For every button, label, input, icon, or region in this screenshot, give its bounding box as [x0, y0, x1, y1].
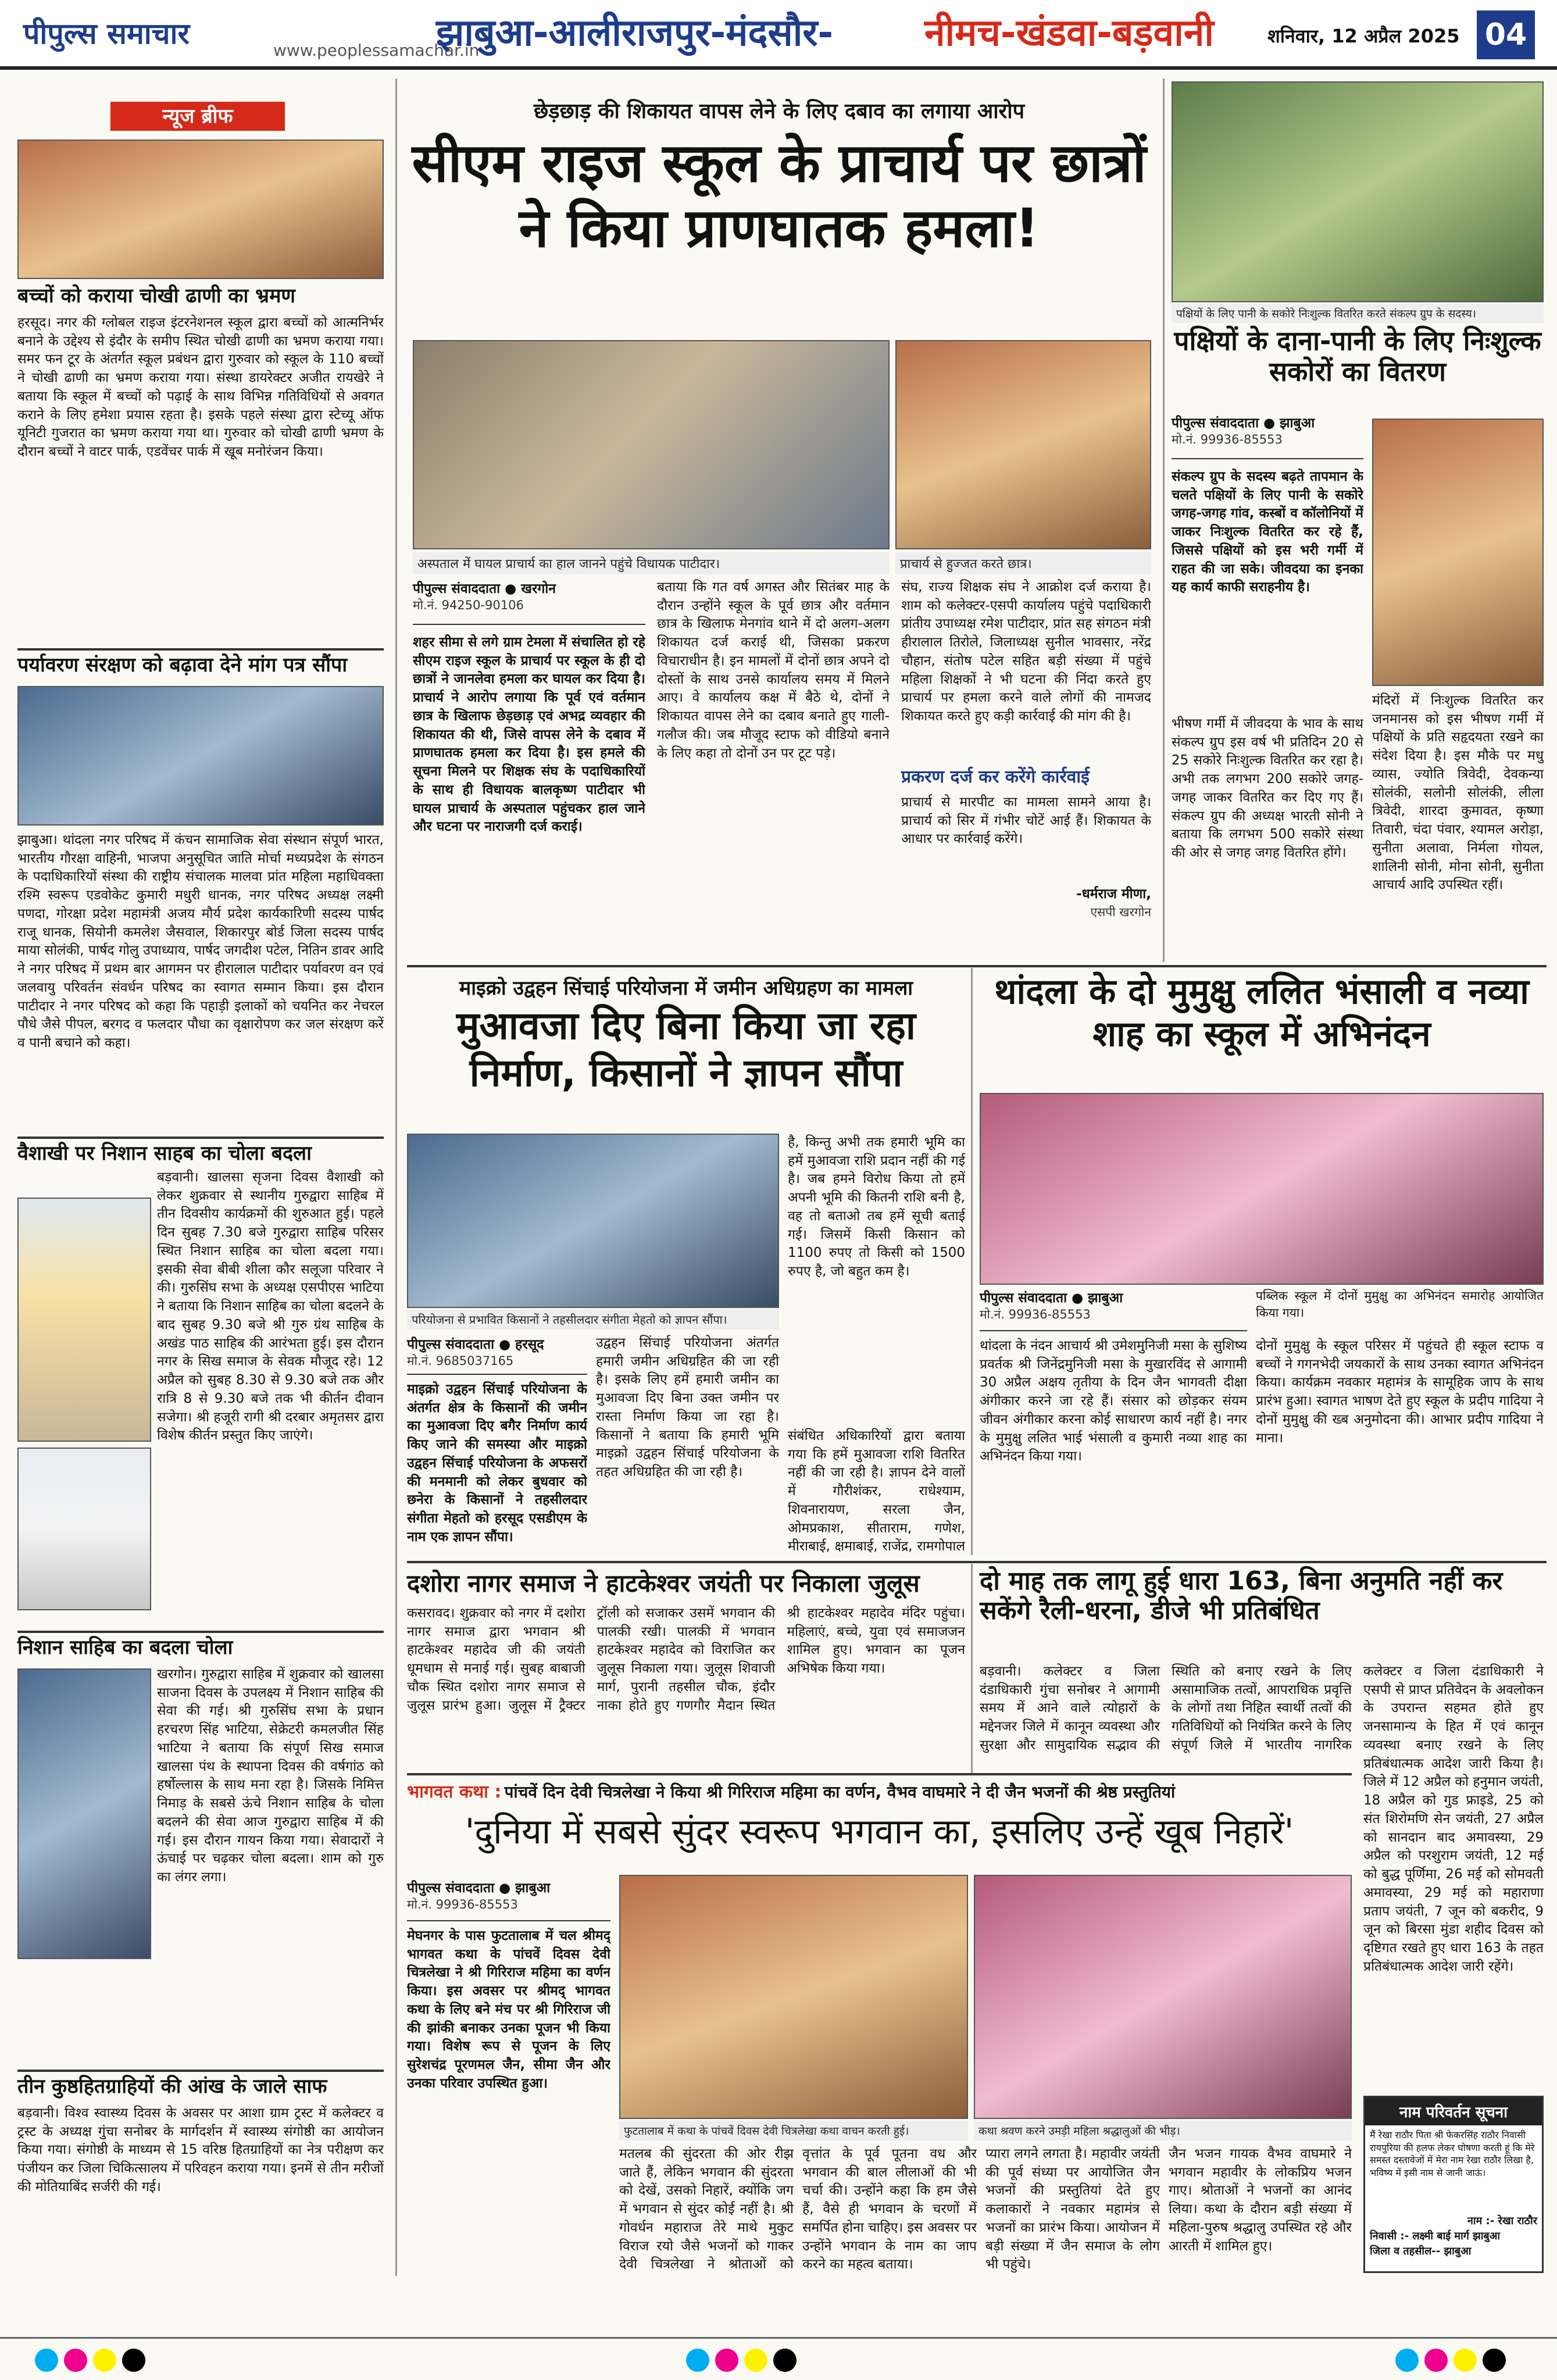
story-body: है, किन्तु अभी तक हमारी भूमि का हमें मुआवजा राशि प्रदान नहीं की गई है। जब हमने विरोध किया तो हमें अपनी भूमि की कितनी राशि बनी है, वह तो बताओ तब हमें सूची बताई गई। जिसमें किसी किसान को 1100 रुपए तो किसी को 1500 रुपए है, जो बहुत कम है।	[788, 1135, 965, 1280]
story-body: मंदिरों में निःशुल्क वितरित कर जनमानस को इस भीषण गर्मी में पक्षियों के प्रति सहृदयता रखने का संदेश दिया है। इस मौके पर मधु व्यास, ज्योति त्रिवेदी, देवकन्या सोलंकी, सलोनी सोलंकी, लीला त्रिवेदी, शारदा कुमावत, कृष्णा तिवारी, चंदा पंवार, श्यामल अरोड़ा, सुनीता अलावा, निर्मला गोयल, शालिनी सोनी, मोना सोनी, सुनीता आचार्य आदि उपस्थित रहीं।	[1372, 693, 1544, 893]
byline: पीपुल्स संवाददाता ● हरसूद	[407, 1337, 544, 1352]
divider	[407, 965, 1547, 967]
felicitation-photo	[980, 1093, 1544, 1285]
katha-speaker-photo	[619, 1875, 968, 2119]
farmers-byline-box	[407, 1334, 587, 1375]
story-headline: पर्यावरण संरक्षण को बढ़ावा देने मांग पत्र सौंपा	[17, 653, 348, 677]
lead-subhead: प्रकरण दर्ज कर करेंगे कार्रवाई	[901, 767, 1090, 787]
story-body: वृत्तांत के पूर्व पूतना वध और भगवान की बाल लीलाओं की भी चर्चा की। उन्होंने कहा कि हम जैसे हैं, वैसे ही भगवान के चरणों में समर्पित होना चाहिए। इस अवसर पर उन्होंने भगवान के नाम का जाप करने का महत्व बताया।	[802, 2146, 977, 2272]
magenta-dot	[1424, 2349, 1448, 2372]
quote-role: एसपी खरगोन	[1090, 905, 1151, 919]
story-body: खरगोन। गुरुद्वारा साहिब में शुक्रवार को खालसा साजना दिवस के उपलक्ष्य में निशान साहिब की सेवा की गई। श्री गुरुसिंघ सभा के प्रधान हरचरण सिंह भाटिया, सेक्रेटरी कमलजीत सिंह भाटिया ने बताया कि संपूर्ण सिख समाज खालसा पंथ के स्थापना दिवस की वर्षगांठ को हर्षोल्लास के साथ मना रहा है। जिसके निमित्त निमाड़ के सबसे ऊंचे निशान साहिब के चोला बदलने की सेवा आज गुरुद्वारा साहिब में की गई। इस दौरान गायन किया गया। सेवादारों ने ऊंचाई पर चढ़कर चोला बदला। शाम को गुरु का लंगर लगा।	[157, 1667, 384, 1885]
notice-district: जिला व तहसील-- झाबुआ	[1370, 2245, 1472, 2257]
quote-author: -धर्मराज मीणा,	[1076, 887, 1151, 902]
reporter-phone: मो.नं. 99936-85553	[407, 1897, 518, 1911]
column-rule	[1163, 78, 1165, 962]
yellow-dot	[744, 2349, 767, 2372]
photo-caption: प्राचार्य से हुज्जत करते छात्र।	[895, 552, 1151, 574]
yellow-dot	[93, 2349, 116, 2372]
katha-kicker-row	[407, 1779, 1352, 1808]
photo-caption: फुटतालाब में कथा के पांचवें दिवस देवी चित्रलेखा कथा वाचन करती हुई।	[619, 2121, 968, 2140]
divider	[17, 1137, 384, 1139]
cyan-dot	[35, 2349, 58, 2372]
masthead	[0, 0, 1557, 70]
monks-headline: थांदला के दो मुमुक्षु ललित भंसाली व नव्या शाह का स्कूल में अभिनंदन	[994, 971, 1529, 1055]
reporter-phone: मो.नं. 99936-85553	[1172, 433, 1283, 446]
footer-rule	[0, 2337, 1557, 2339]
photo-caption: कथा श्रवण करने उमड़ी महिला श्रद्धालुओं की भीड़।	[974, 2121, 1352, 2140]
reporter-phone: मो.नं. 9685037165	[407, 1354, 514, 1368]
farmers-kicker: माइक्रो उद्वहन सिंचाई परियोजना में जमीन अधिग्रहण का मामला	[459, 977, 913, 1000]
story-body: बताया कि गत वर्ष अगस्त और सितंबर माह के दौरान उन्होंने स्कूल के पूर्व छात्र और वर्तमान छात्र के खिलाफ मेनगांव थाने में दो अलग-अलग शिकायत दर्ज कराई थी, जिसका प्रकरण विचाराधीन है। इन मामलों में दोनों छात्र अपने दो दोस्तों के साथ उनसे कार्यालय समय में मिलने आए। वे कार्यालय कक्ष में बैठे थे, दोनों ने शिकायत वापस लेने का दबाव बनाते हुए गाली-गलौज की। जब मौजूद स्टाफ को वीडियो बनाने के लिए कहा तो दोनों उन पर टूट पड़े।	[657, 580, 890, 761]
lead-intro: शहर सीमा से लगे ग्राम टेमला में संचालित हो रहे सीएम राइज स्कूल के प्राचार्य पर स्कूल के ही दो छात्रों ने जानलेवा हमला कर घायल कर दिया है। प्राचार्य ने आरोप लगाया कि पूर्व एवं वर्तमान छात्र के खिलाफ छेड़छाड़ एवं अभद्र व्यवहार की शिकायत की थी, जिसे वापस लेने के दबाव में प्राणघातक हमला कर दिया है। इस हमले की सूचना मिलने पर शिक्षक संघ के पदाधिकारियों के साथ ही विधायक बालकृष्ण पाटीदार भी घायल प्राचार्य के अस्पताल पहुंचकर हाल जाने और घटना पर नाराजगी दर्ज कराई।	[413, 635, 645, 835]
photo-caption: पक्षियों के लिए पानी के सकोरे निःशुल्क वितरित करते संकल्प ग्रुप के सदस्य।	[1172, 303, 1544, 323]
story-body: हरसूद। नगर की ग्लोबल राइज इंटरनेशनल स्कूल द्वारा बच्चों को आत्मनिर्भर बनाने के उद्देश्य से इंदौर के समीप स्थित चोखी ढाणी का भ्रमण कराया गया। समर फन टूर के अंतर्गत स्कूल प्रबंधन द्वारा गुरुवार को स्कूल के 110 बच्चों ने चोखी ढाणी का भ्रमण कराया गया। संस्था डायरेक्टर अजीत रायखेरे ने बताया कि स्कूल में बच्चों को पढ़ाई के साथ विभिन्न गतिविधियों से अवगत कराने के लिए हमेशा प्रयास रहता है। इसके पहले संस्था द्वारा स्टेच्यू ऑफ यूनिटी गुजरात का भ्रमण कराया गया था। गुरुवार को चोखी ढाणी भ्रमण के दौरान बच्चों ने वाटर पार्क, एडवेंचर पार्क में खूब मनोरंजन किया।	[17, 315, 384, 460]
katha-headline: 'दुनिया में सबसे सुंदर स्वरूप भगवान का, इसलिए उन्हें खूब निहारें'	[465, 1811, 1294, 1852]
column-rule	[971, 968, 973, 1555]
story-body: दोनों मुमुक्षु के स्कूल परिसर में पहुंचते ही स्कूल स्टाफ व बच्चों ने गगनभेदी जयकारों के साथ उनका स्वागत अभिनंदन किया। कार्यक्रम नवकार महामंत्र के सामूहिक जाप के साथ प्रारंभ हुआ। स्वागत भाषण देते हुए स्कूल के प्रदीप गादिया ने दोनों मुमुक्षु की ख्ब अनुमोदना की। आभार प्रदीप गादिया ने माना।	[1256, 1338, 1544, 1446]
column-rule	[971, 1564, 973, 1773]
story-body: कसरावद। शुक्रवार को नगर में दशोरा नागर समाज द्वारा भगवान श्री हाटकेश्वर महादेव जी की जयंती धूमधाम से मनाई गई। सुबह बाबाजी चौक स्थित दशोरा नागर समाज से जुलूस प्रारंभ हुआ। जुलूस में ट्रैक्टर ट्रॉली को सजाकर उसमें भगवान की पालकी रखी। पालकी में भगवान हाटकेश्वर महादेव को विराजित कर जुलूस निकाला गया। जुलूस शिवाजी मार्ग, पुरानी तहसील चौक, इंदौर नाका होते हुए गणगौर मैदान स्थित श्री हाटकेश्वर महादेव मंदिर पहुंचा। महिलाएं, बच्चे, युवा एवं समाजजन शामिल हुए। भगवान का पूजन अभिषेक किया गया।	[407, 1606, 965, 1713]
farmers-memorandum-photo	[407, 1134, 779, 1308]
story-intro: माइक्रो उद्वहन सिंचाई परियोजना के अंतर्गत क्षेत्र के किसानों की जमीन का मुआवजा दिए बगैर निर्माण कार्य किए जाने की समस्या और माइक्रो उद्वहन सिंचाई परियोजना के अफसरों की मनमानी को लेकर बुधवार को छनेरा के किसानों ने तहसीलदार संगीता मेहतो को हरसूद एसडीएम के नाम एक ज्ञापन सौंपा।	[407, 1382, 587, 1545]
reporter-phone: मो.नं. 99936-85553	[980, 1307, 1091, 1321]
byline: पीपुल्स संवाददाता ● खरगोन	[413, 581, 556, 596]
story-body: संबंधित अधिकारियों द्वारा बताया गया कि हमें मुआवजा राशि वितरित नहीं की जा रही है। ज्ञापन देने वालों में गौरीशंकर, राधेश्याम, शिवनारायण, सरला जैन, ओमप्रकाश, सीताराम, गणेश, मीराबाई, क्षमाबाई, राजेंद्र, रामगोपाल	[788, 1428, 965, 1554]
cyan-dot	[1395, 2349, 1419, 2372]
magenta-dot	[715, 2349, 738, 2372]
black-dot	[122, 2349, 145, 2372]
story-body: बड़वानी। विश्व स्वास्थ्य दिवस के अवसर पर आशा ग्राम ट्रस्ट में कलेक्टर व ट्रस्ट के अध्यक्ष गुंचा सनोबर के मार्गदर्शन में स्वास्थ्य संगोष्ठी का आयोजन किया गया। संगोष्ठी के माध्यम से 15 वरिष्ठ हितग्राहियों का नेत्र परीक्षण कर पंजीयन कर जिला चिकित्सालय में परिवहन कराया गया। इनमें से तीन मरीजों की मोतियाबिंद सर्जरी की गई।	[17, 2106, 384, 2195]
katha-kicker: पांचवें दिन देवी चित्रलेखा ने किया श्री गिरिराज महिमा का वर्णन, वैभव वाघमारे ने दी जैन भजनों की श्रेष्ठ प्रस्तुतियां	[504, 1782, 1176, 1802]
story-headline: निशान साहिब का बदला चोला	[17, 1636, 233, 1659]
story-headline: तीन कुष्ठहितग्राहियों की आंख के जाले साफ	[17, 2075, 327, 2098]
memorandum-photo	[17, 686, 384, 826]
color-registration-center	[686, 2349, 872, 2372]
black-dot	[773, 2349, 797, 2372]
cyan-dot	[686, 2349, 709, 2372]
lead-headline: सीएम राइज स्कूल के प्राचार्य पर छात्रों ने किया प्राणघातक हमला!	[412, 132, 1147, 260]
black-dot	[1483, 2349, 1506, 2372]
story-body: जैन भजन गायक वैभव वाघमारे ने भगवान महावीर के लोकप्रिय भजन गाए। श्रोताओं ने भजनों का आनंद लिया। कथा के दौरान बड़ी संख्या में महिला-पुरुष श्रद्धालु उपस्थित रहे और आरती में शामिल हुए।	[1169, 2146, 1352, 2254]
divider	[407, 1773, 1352, 1775]
story-headline: पक्षियों के दाना-पानी के लिए निःशुल्क सकोरों का वितरण	[1174, 325, 1541, 387]
photo-caption: अस्पताल में घायल प्राचार्य का हाल जानने पहुंचे विधायक पाटीदार।	[413, 552, 890, 574]
page-number: 04	[1477, 10, 1535, 59]
story-body: बड़वानी। कलेक्टर व जिला दंडाधिकारी गुंचा सनोबर ने आगामी समय में आने वाले त्योहारों के मद्देनजर जिले में कानून व्यवस्था और सुरक्षा और सामुदायिक सद्भाव की स्थिति को बनाए रखने के लिए असामाजिक तत्वों, आपराधिक प्रवृत्ति के लोगों तथा निहित स्वार्थी तत्वों की गतिविधियों को नियंत्रित करने के लिए संपूर्ण जिले में भारतीय नागरिक	[980, 1664, 1352, 1753]
story-body: थांदला के नंदन आचार्य श्री उमेशमुनिजी मसा के सुशिष्य प्रवर्तक श्री जिनेंद्रमुनिजी मसा के मुखारविंद से आगामी 30 अप्रैल अक्षय तृतीया के दिन जैन भागवती दीक्षा अंगीकार करने जा रहे हैं। संसार को छोड़कर संयम जीवन अंगीकार करना कोई साधारण कार्य नहीं है। नगर के मुमुक्षु ललित भाई भंसाली व कुमारी नव्या शाह का अभिनंदन किया गया।	[980, 1338, 1247, 1464]
issue-date: शनिवार, 12 अप्रैल 2025	[1267, 25, 1460, 47]
color-registration-left	[35, 2349, 163, 2372]
story-headline: दो माह तक लागू हुई धारा 163, बिना अनुमति नहीं कर सकेंगे रैली-धरना, डीजे भी प्रतिबंधित	[980, 1566, 1503, 1625]
story-body: उद्वहन सिंचाई परियोजना अंतर्गत हमारी जमीन अधिग्रहित की जा रही है। इसके लिए हमें हमारी जमीन का मुआवजा दिए बिना उक्त जमीन पर रास्ता निर्माण किया जा रहा है। किसानों ने बताया कि हमारी भूमि माइक्रो उद्वहन सिंचाई परियोजना के तहत अधिग्रहित की जा रही है।	[596, 1335, 779, 1480]
notice-heading: नाम परिवर्तन सूचना	[1365, 2097, 1542, 2125]
color-registration-right	[1395, 2349, 1523, 2372]
byline: पीपुल्स संवाददाता ● झाबुआ	[980, 1291, 1123, 1306]
photo-caption: पब्लिक स्कूल में दोनों मुमुक्षु का अभिनंदन समारोह आयोजित किया गया।	[1256, 1289, 1544, 1320]
notice-signatory: नाम :- रेखा राठौर	[1467, 2215, 1537, 2227]
reporter-phone: मो.नं. 94250-90106	[413, 598, 524, 612]
name-change-notice	[1363, 2096, 1544, 2273]
story-body: प्यारा लगने लगता है। महावीर जयंती की पूर्व संध्या पर आयोजित जैन भजनों की प्रस्तुतियां देते हुए कलाकारों ने नवकार महामंत्र से भजनों का प्रारंभ किया। आयोजन में बड़ी संख्या में जैन समाज के लोग भी पहुंचे।	[985, 2146, 1160, 2272]
region-title-red: नीमच-खंडवा-बड़वानी	[924, 12, 1214, 55]
katha-tag: भागवत कथा :	[407, 1782, 502, 1802]
school-trip-photo	[17, 140, 384, 279]
divider	[17, 1631, 384, 1633]
divider	[407, 1561, 1547, 1563]
story-intro: संकल्प ग्रुप के सदस्य बढ़ते तापमान के चलते पक्षियों के लिए पानी के सकोरे जगह-जगह गांव, कस्बों व कॉलोनियों में जाकर निःशुल्क वितरित कर रहे हैं, जिससे पक्षियों को इस भरी गर्मी में राहत की जा सके। जीवदया का इनका यह कार्य काफी सराहनीय है।	[1172, 469, 1363, 595]
photo-caption: परियोजना से प्रभावित किसानों ने तहसीलदार संगीता मेहतो को ज्ञापन सौंपा।	[407, 1309, 779, 1330]
sakora-distribution-photo	[1172, 81, 1544, 302]
story-body: भीषण गर्मी में जीवदया के भाव के साथ संकल्प ग्रुप इस वर्ष भी प्रतिदिन 20 से 25 सकोरे निःशुल्क वितरित कर रहा है। अभी तक लगभग 200 सकोरे जगह-जगह जाकर वितरित कर दिए गए हैं। संकल्प ग्रुप की अध्यक्ष भारती सोनी ने बताया कि लगभग 500 सकोरे संस्था की ओर से जगह जगह वितरित होंगे।	[1172, 716, 1363, 861]
story-body: कलेक्टर व जिला दंडाधिकारी ने एसपी से प्राप्त प्रतिवेदन के अवलोकन के उपरान्त सहमत होते हुए जनसामान्य के हित में एवं कानून व्यवस्था बनाए रखने के लिए प्रतिबंधात्मक आदेश जारी किया है। जिले में 12 अप्रैल को हनुमान जयंती, 18 अप्रैल को गुड फ्राइडे, 25 को संत शिरोमणि सेन जयंती, 27 अप्रैल को सानदान बाद अमावस्या, 29 अप्रैल को परशुराम जयंती, 12 मई को बुद्ध पूर्णिमा, 26 मई को सोमवती अमावस्या, 29 मई को महाराणा प्रताप जयंती, 7 जून को बकरीद, 9 जून को बिरसा मुंडा शहीद दिवस को दृष्टिगत रखते हुए धारा 163 के तहत प्रतिबंधात्मक आदेश जारी रहेंगे।	[1363, 1664, 1544, 1974]
story-body: बड़वानी। खालसा सृजना दिवस वैशाखी को लेकर शुक्रवार से स्थानीय गुरुद्वारा साहिब में तीन दिवसीय कार्यक्रमों की शुरुआत हुई। पहले दिन सुबह 7.30 बजे गुरुद्वारा साहिब परिसर स्थित निशान साहिब का चोला बदला गया। इसकी सेवा बीबी शीला कौर सलूजा परिवार ने की। गुरुसिंघ सभा के अध्यक्ष एसपीएस भाटिया ने बताया कि निशान साहिब का चोला बदलने के बाद सुबह 9.30 बजे श्री गुरु ग्रंथ साहिब के अखंड पाठ साहिब की आरंभता हुई। इस दौरान नगर के सिख समाज के सेवक मौजूद रहे। 12 अप्रैल को सुबह 8.30 से 9.30 बजे तक और रात्रि 8 से 9.30 बजे तक भी कीर्तन दीवान सजेगा। श्री हजूरी रागी श्री दरबार अमृतसर द्वारा विशेष कीर्तन प्रस्तुत किए जाएंगे।	[157, 1170, 384, 1443]
story-intro: मेघनगर के पास फुटतालाब में चल श्रीमद् भागवत कथा के पांचवें दिवस देवी चित्रलेखा ने श्री गिरिराज महिमा का वर्णन किया। इस अवसर पर श्रीमद् भागवत कथा के लिए बने मंच पर श्री गिरिराज जी की झांकी बनाकर उनका पूजन भी किया गया। विशेष रूप से पूजन के लिए सुरेशचंद्र पूरणमल जैन, सीमा जैन और उनका परिवार उपस्थित हुआ।	[407, 1928, 610, 2091]
website-url[interactable]: www.peoplessamachar.in	[273, 41, 480, 60]
bird-photo	[1372, 419, 1544, 686]
katha-audience-photo	[974, 1875, 1352, 2119]
byline: पीपुल्स संवाददाता ● झाबुआ	[1172, 416, 1315, 431]
story-headline: वैशाखी पर निशान साहब का चोला बदला	[17, 1142, 312, 1165]
birds-byline-box	[1172, 413, 1363, 459]
hospital-photo	[413, 340, 890, 549]
lead-kicker: छेड़छाड़ की शिकायत वापस लेने के लिए दबाव का लगाया आरोप	[533, 99, 1025, 123]
news-brief-label: न्यूज ब्रीफ	[110, 102, 285, 131]
notice-address: निवासी :- लक्ष्मी बाई मार्ग झाबुआ	[1370, 2230, 1501, 2242]
yellow-dot	[1454, 2349, 1477, 2372]
newspaper-logo: पीपुल्स समाचार	[23, 16, 190, 51]
byline: पीपुल्स संवाददाता ● झाबुआ	[407, 1881, 551, 1896]
students-photo	[895, 340, 1151, 549]
notice-body: मैं रेखा राठौर पिता श्री फेकरसिंह राठौर निवासी रायपुरिया की हलफ लेकर घोषणा करती हूं कि मेरे समस्त दस्तावेजों में मेरा नाम रेखा राठौर लिखा है, भविष्य में इसी नाम से जानी जाऊं।	[1370, 2129, 1535, 2178]
farmers-headline: मुआवजा दिए बिना किया जा रहा निर्माण, किसानों ने ज्ञापन सौंपा	[456, 1003, 916, 1095]
divider	[17, 648, 384, 651]
quote-text: प्राचार्य से मारपीट का मामला सामने आया है। प्राचार्य को सिर में गंभीर चोटें आई हैं। शिकायत के आधार पर कार्रवाई करेंगे।	[901, 795, 1151, 847]
monks-byline-box	[980, 1288, 1247, 1331]
story-headline: दशोरा नागर समाज ने हाटकेश्वर जयंती पर निकाला जुलूस	[407, 1569, 920, 1598]
story-headline: बच्चों को कराया चोखी ढाणी का भ्रमण	[17, 284, 296, 308]
story-body: मतलब की सुंदरता की ओर रीझ जाते हैं, लेकिन भगवान की सुंदरता को देखें, उसको निहारें, क्योंकि जग में भगवान से सुंदर कोई नहीं है। श्री गोवर्धन महाराज तेरे माथे मुकुट विराज रयो जैसे भजनों को गाकर देवी चित्रलेखा ने श्रोताओं को	[619, 2146, 794, 2272]
magenta-dot	[64, 2349, 87, 2372]
lead-byline-box	[413, 578, 645, 625]
divider	[17, 2070, 384, 2072]
region-title-blue: झाबुआ-आलीराजपुर-मंदसौर-	[436, 12, 834, 55]
story-body: संघ, राज्य शिक्षक संघ ने आक्रोश दर्ज कराया है। शाम को कलेक्टर-एसपी कार्यालय पहुंचे पदाधिकारी प्रांतीय उपाध्यक्ष रमेश पाटीदार, प्रांत सह संगठन मंत्री हीरालाल तिरोले, जिलाध्यक्ष सुनील भावसार, नरेंद्र चौहान, संतोष पटेल सहित बड़ी संख्या में पहुंचे महिला शिक्षकों ने भी घटना की निंदा करते हुए प्राचार्य पर हमला करने वाले लोगों की नामजद शिकायत करते हुए कड़ी कार्रवाई की मांग की है।	[901, 580, 1151, 724]
katha-byline-box	[407, 1878, 610, 1921]
column-rule	[395, 78, 397, 2276]
story-body: झाबुआ। थांदला नगर परिषद में कंचन सामाजिक सेवा संस्थान संपूर्ण भारत, भारतीय गौरक्षा वाहिनी, भाजपा अनुसूचित जाति मोर्चा मध्यप्रदेश के संगठन के पदाधिकारियों संस्था की राष्ट्रीय संचालक मालवा प्रांत महिला महाधिवक्ता रश्मि स्वरूप एडवोकेट कुमारी मधुरी धानक, नगर परिषद अध्यक्ष लक्ष्मी पणदा, गोरक्षा प्रदेश महामंत्री अजय मौर्य प्रदेश कार्यकारिणी सदस्य पार्षद राजू धानक, सियोनी कमलेश जैसवाल, शिकारपुर बोर्ड जिला सदस्य पार्षद माया सोलंकी, पार्षद गोलु उपाध्याय, पार्षद जगदीश पटेल, नितिन डावर आदि ने नगर परिषद में प्रथम बार आगमन पर हीरालाल पाटीदार पर्यावरण वन एवं जलवायु परिवर्तन संवर्धन परिषद का स्वागत सम्मान किया। इस दौरान पाटीदार ने नगर परिषद को कहा कि पहाड़ी इलाकों को चयनित कर नेचरल पौधे जैसे पीपल, बरगद व फलदार पौधा का वृक्षारोपण कर जल संरक्षण करें व पानी बचाने को कहा।	[17, 832, 384, 1051]
